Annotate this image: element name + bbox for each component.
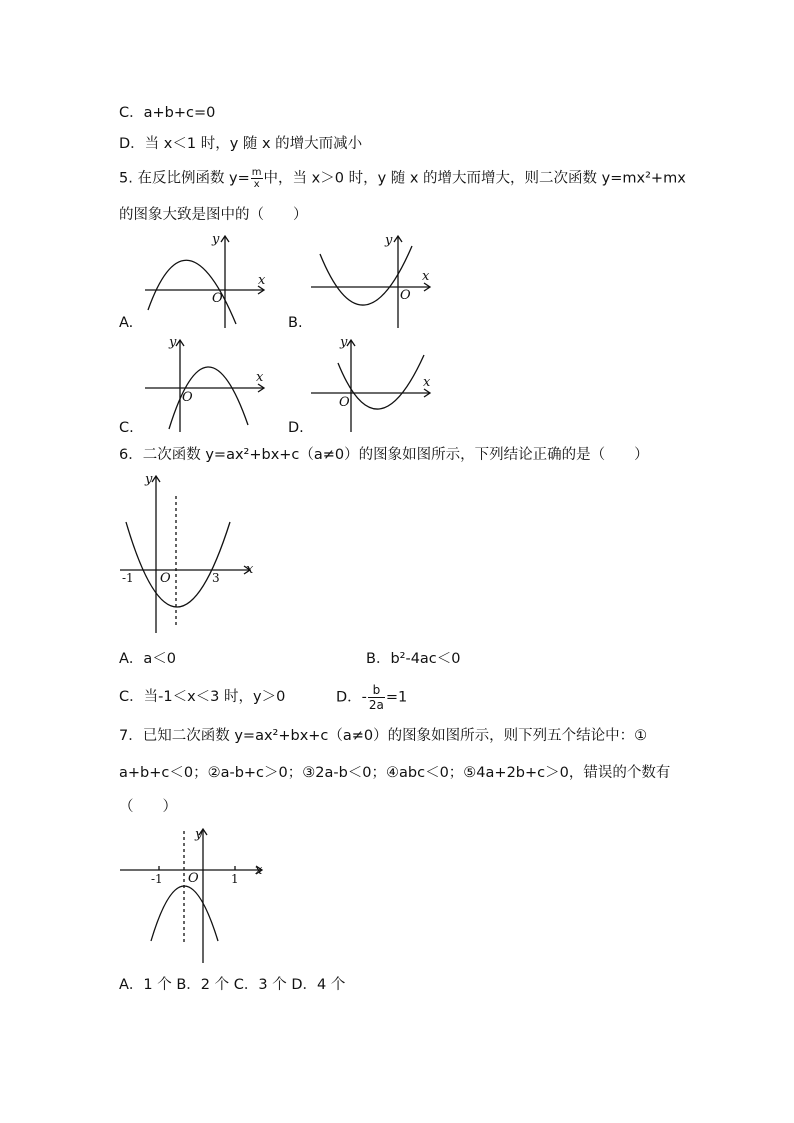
q5-fraction-denominator: x bbox=[253, 179, 260, 190]
origin-label: O bbox=[182, 390, 193, 405]
tick-label-neg1: -1 bbox=[122, 571, 134, 585]
origin-label: O bbox=[400, 288, 411, 303]
y-axis-label: y bbox=[145, 472, 153, 487]
q5-stem-line1 bbox=[119, 167, 686, 190]
q5-graph-c bbox=[140, 335, 270, 435]
q7-stem-line1: 7．已知二次函数 y=ax²+bx+c（a≠0）的图象如图所示，则下列五个结论中：① bbox=[119, 728, 648, 744]
q6-option-d-suffix: =1 bbox=[385, 689, 408, 706]
q5-label-a: A. bbox=[119, 315, 134, 331]
q5-graph-b bbox=[306, 232, 436, 332]
q5-label-c: C. bbox=[119, 420, 134, 436]
q7-graph bbox=[118, 825, 268, 965]
q4-option-c: C．a+b+c=0 bbox=[119, 105, 216, 121]
y-axis-label: y bbox=[195, 827, 203, 842]
q7-options: A．1 个 B．2 个 C．3 个 D．4 个 bbox=[119, 977, 346, 993]
y-axis-label: y bbox=[385, 233, 393, 248]
q7-stem-line2: a+b+c＜0；②a-b+c＞0；③2a-b＜0；④abc＜0；⑤4a+2b+c＞0，错误的个数有 bbox=[119, 765, 671, 781]
origin-label: O bbox=[212, 291, 223, 306]
parabola-curve bbox=[126, 522, 230, 607]
q6-option-d-denominator: 2a bbox=[368, 698, 384, 712]
tick-label-1: 1 bbox=[231, 872, 239, 886]
q4-option-d: D．当 x＜1 时，y 随 x 的增大而减小 bbox=[119, 136, 363, 152]
x-axis-label: x bbox=[246, 562, 254, 577]
parabola-curve bbox=[151, 886, 218, 941]
tick-label-neg1: -1 bbox=[151, 872, 163, 886]
q7-stem-line3: （ ） bbox=[119, 799, 177, 815]
q5-fraction-numerator: m bbox=[251, 167, 262, 178]
q6-stem: 6．二次函数 y=ax²+bx+c（a≠0）的图象如图所示，下列结论正确的是（ ） bbox=[119, 447, 649, 463]
x-axis-label: x bbox=[256, 370, 264, 385]
x-axis-label: x bbox=[422, 269, 430, 284]
q6-graph bbox=[118, 470, 263, 635]
q5-stem-part1: 5. 在反比例函数 y= bbox=[119, 170, 250, 187]
q5-graph-d bbox=[306, 335, 436, 435]
x-axis-label: x bbox=[423, 375, 431, 390]
q6-option-a: A．a＜0 bbox=[119, 651, 177, 667]
q5-graph-a bbox=[140, 232, 270, 332]
y-axis-label: y bbox=[340, 335, 348, 350]
parabola-curve bbox=[148, 260, 236, 324]
q6-option-b: B．b²-4ac＜0 bbox=[366, 651, 461, 667]
x-axis-label: x bbox=[255, 863, 263, 878]
q6-option-d-prefix: D．- bbox=[336, 689, 367, 706]
q5-stem-part2: 中，当 x＞0 时，y 随 x 的增大而增大，则二次函数 y=mx²+mx bbox=[263, 170, 686, 187]
parabola-curve bbox=[169, 367, 248, 429]
q6-option-c: C．当-1＜x＜3 时，y＞0 bbox=[119, 689, 286, 705]
y-axis-label: y bbox=[169, 335, 177, 350]
q5-label-b: B. bbox=[288, 315, 303, 331]
q6-option-d-numerator: b bbox=[368, 683, 385, 698]
q5-label-d: D. bbox=[288, 420, 304, 436]
q6-option-d-fraction bbox=[368, 683, 385, 712]
x-axis-label: x bbox=[258, 273, 266, 288]
y-axis-label: y bbox=[212, 232, 220, 247]
origin-label: O bbox=[160, 571, 171, 586]
q5-stem-line2: 的图象大致是图中的（ ） bbox=[119, 207, 308, 223]
origin-label: O bbox=[188, 871, 199, 886]
q5-fraction bbox=[251, 167, 263, 190]
q6-option-d bbox=[336, 683, 407, 712]
origin-label: O bbox=[339, 395, 350, 410]
tick-label-3: 3 bbox=[212, 571, 220, 585]
